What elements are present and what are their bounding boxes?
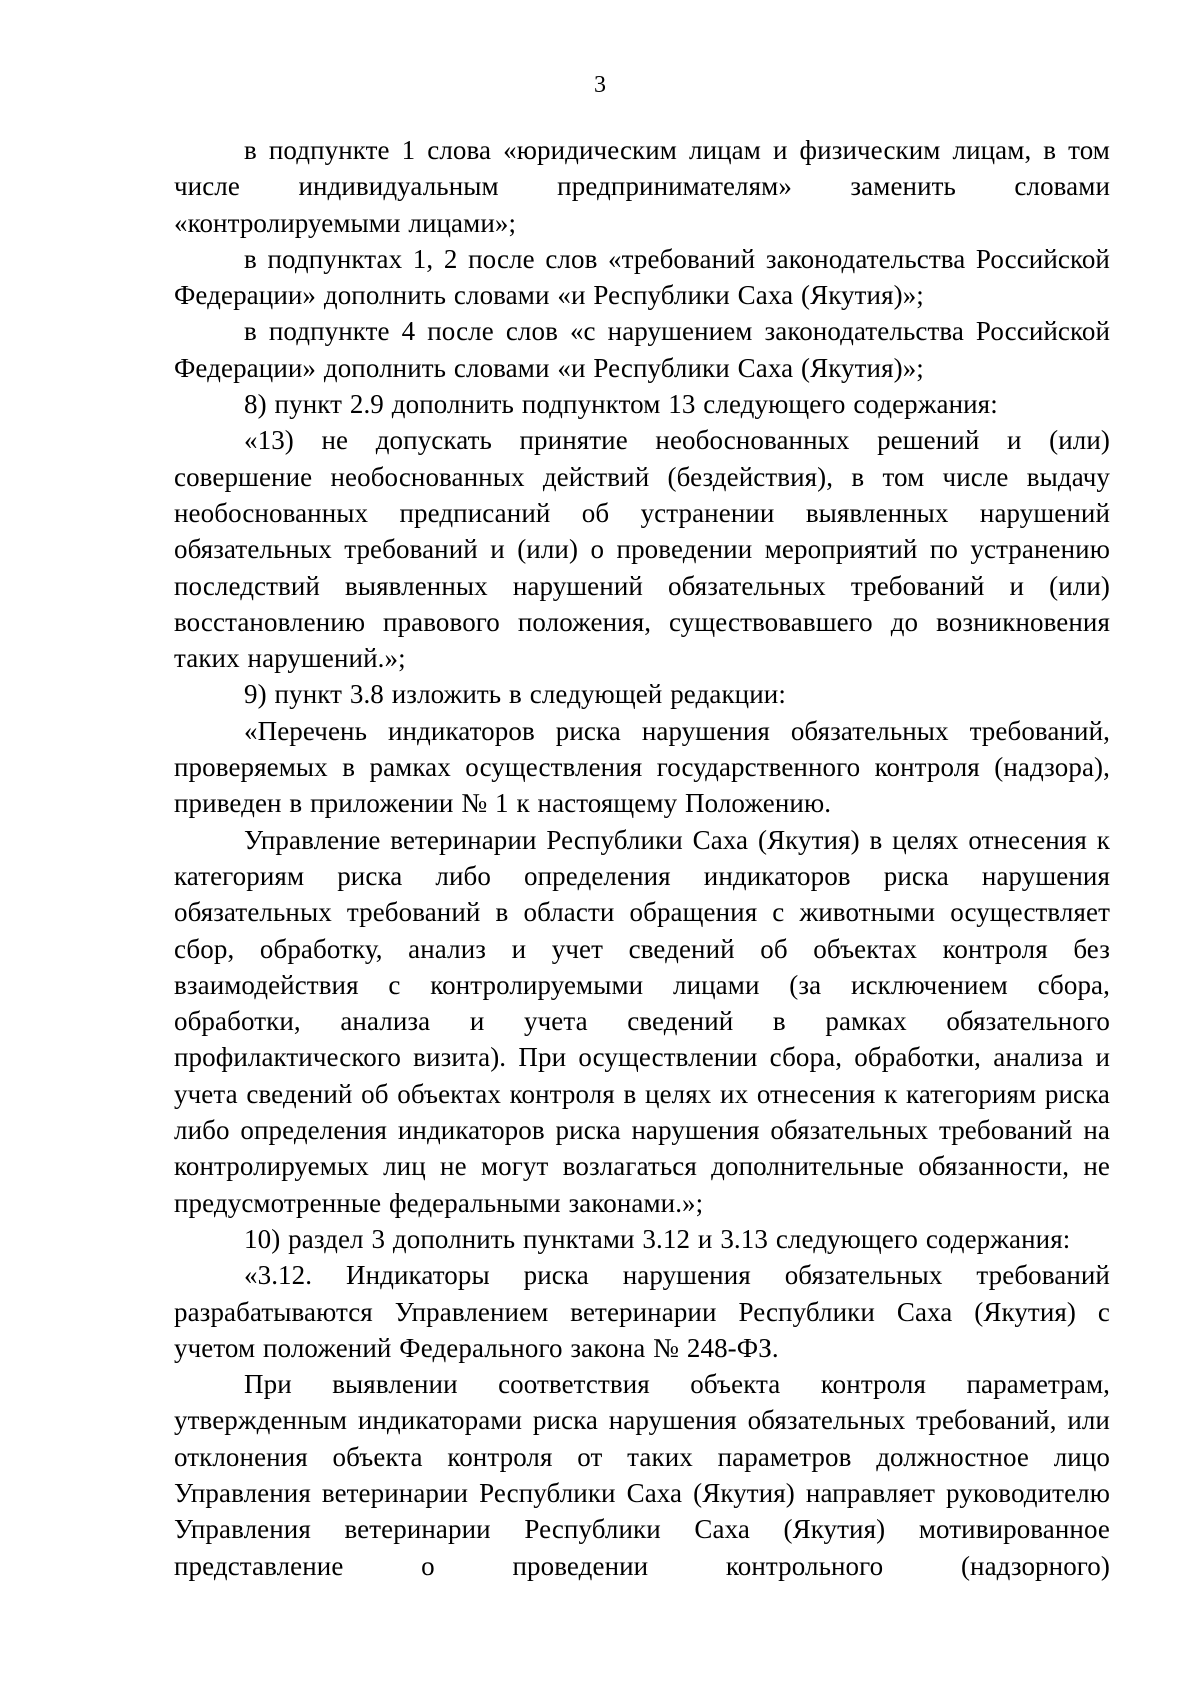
paragraph-8: Управление ветеринарии Республики Саха (Якутия) в целях отнесения к категориям риска либо определения индикаторов риска нарушения обязательных требований в области обращения с животными осуществляет сбор, обработку, анализ и учет сведений об объектах контроля без взаимодействия с контролируемыми лицами (за исключением сбора, обработки, анализа и учета сведений в рамках обязательного профилактического визита). При осуществлении сбора, обработки, анализа и учета сведений об объектах контроля в целях их отнесения к категориям риска либо определения индикаторов риска нарушения обязательных требований на контролируемых лиц не могут возлагаться дополнительные обязанности, не предусмотренные федеральными законами.»; [174, 824, 1110, 1218]
paragraph-9: 10) раздел 3 дополнить пунктами 3.12 и 3.13 следующего содержания: [244, 1223, 1071, 1254]
paragraph-2: в подпунктах 1, 2 после слов «требований законодательства Российской Федерации» дополнить словами «и Республики Саха (Якутия)»; [174, 243, 1110, 311]
page-number: 3 [594, 72, 606, 98]
paragraph-5: «13) не допускать принятие необоснованных решений и (или) совершение необоснованных действий (бездействия), в том числе выдачу необоснованных предписаний об устранении выявленных нарушений обязательных требований и (или) о проведении мероприятий по устранению последствий выявленных нарушений обязательных требований и (или) восстановлению правового положения, существовавшего до возникновения таких нарушений.»; [174, 425, 1110, 674]
paragraph-4: 8) пункт 2.9 дополнить подпунктом 13 следующего содержания: [244, 389, 998, 420]
document-body [174, 132, 1110, 1584]
paragraph-3: в подпункте 4 после слов «с нарушением законодательства Российской Федерации» дополнить словами «и Республики Саха (Якутия)»; [174, 316, 1110, 383]
paragraph-10: «3.12. Индикаторы риска нарушения обязательных требований разрабатываются Управлением ветеринарии Республики Саха (Якутия) с учетом положений Федерального закона № 248-ФЗ. [174, 1260, 1110, 1363]
paragraph-6: 9) пункт 3.8 изложить в следующей редакции: [244, 679, 786, 710]
paragraph-1: в подпункте 1 слова «юридическим лицам и физическим лицам, в том числе индивидуальным предпринимателям» заменить словами «контролируемыми лицами»; [174, 135, 1110, 238]
paragraph-11: При выявлении соответствия объекта контроля параметрам, утвержденным индикаторами риска нарушения обязательных требований, или отклонения объекта контроля от таких параметров должностное лицо Управления ветеринарии Республики Саха (Якутия) направляет руководителю Управления ветеринарии Республики Саха (Якутия) мотивированное представление о проведении контрольного (надзорного) [174, 1369, 1110, 1581]
paragraph-7: «Перечень индикаторов риска нарушения обязательных требований, проверяемых в рамках осуществления государственного контроля (надзора), приведен в приложении № 1 к настоящему Положению. [174, 715, 1110, 819]
